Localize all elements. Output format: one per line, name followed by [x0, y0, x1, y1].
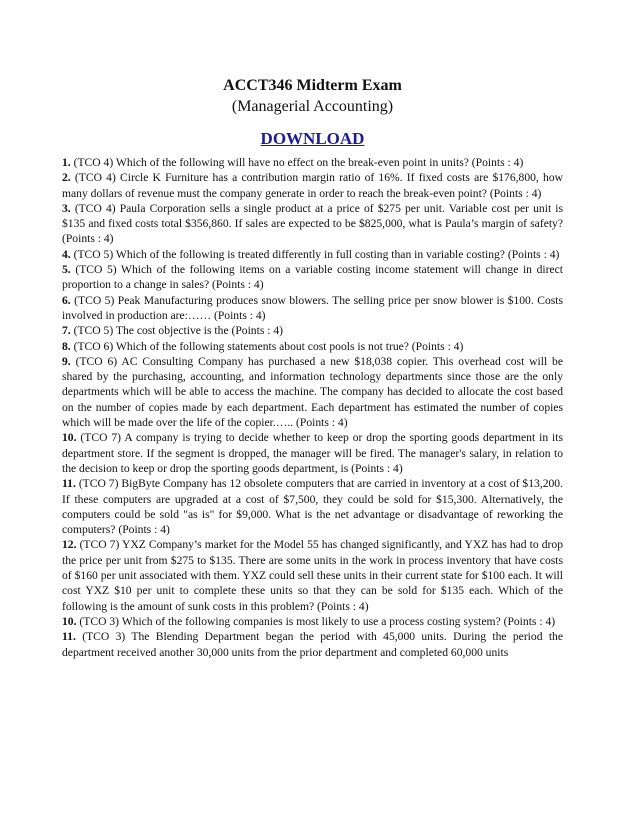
question-item — [62, 323, 563, 338]
question-number: 10. — [62, 431, 77, 445]
question-text: (TCO 5) The cost objective is the (Points : 4) — [73, 324, 284, 338]
question-number: 4. — [62, 247, 71, 261]
question-number: 9. — [62, 354, 71, 368]
question-number: 2. — [62, 171, 71, 185]
question-text: (TCO 6) AC Consulting Company has purchased a new $18,038 copier. This overhead cost will be shared by the purchasing, accounting, and information technology departments since those are the only departments which will be able to access the machine. The company has decided to allocate the cost based on the number of copies made by each department. Each department has estimated the number of copies which will be made over the life of the copier.….. (Points : 4) — [62, 354, 563, 430]
question-list — [62, 155, 563, 660]
question-item — [62, 155, 563, 170]
question-item — [62, 262, 563, 293]
question-text: (TCO 5) Which of the following is treated differently in full costing than in variable costing? (Points : 4) — [73, 247, 560, 261]
question-text: (TCO 7) YXZ Company’s market for the Model 55 has changed significantly, and YXZ has had to drop the price per unit from $275 to $135. There are some units in the work in process inventory that have costs of $160 per unit associated with them. YXZ could sell these units in their current state for $100 each. It will cost YXZ $10 per unit to complete these units so that they can be sold for $135 each. Which of the following is the amount of sunk costs in this problem? (Points : 4) — [62, 538, 563, 613]
question-item — [62, 537, 563, 613]
question-item — [62, 339, 563, 354]
question-number: 11. — [62, 630, 76, 644]
question-number: 7. — [62, 324, 71, 338]
question-text: (TCO 4) Which of the following will have no effect on the break-even point in units? (Points : 4) — [73, 156, 524, 169]
question-number: 3. — [62, 201, 71, 215]
download-link[interactable]: DOWNLOAD — [260, 129, 365, 148]
document-page — [62, 76, 563, 660]
question-item — [62, 354, 563, 430]
question-text: (TCO 3) The Blending Department began the period with 45,000 units. During the period the department received another 30,000 units from the prior department and completed 60,000 units — [62, 630, 564, 659]
question-item — [62, 247, 563, 262]
question-text: (TCO 5) Peak Manufacturing produces snow blowers. The selling price per snow blower is $100. Costs involved in production are:…… (Points : 4) — [62, 293, 563, 322]
question-number: 11. — [62, 477, 76, 491]
question-number: 10. — [62, 614, 77, 628]
document-title: ACCT346 Midterm Exam — [223, 77, 402, 94]
question-number: 5. — [62, 263, 71, 277]
question-number: 6. — [62, 293, 71, 307]
question-item — [62, 201, 563, 247]
question-item — [62, 614, 563, 629]
question-text: (TCO 7) A company is trying to decide whether to keep or drop the sporting goods department in its department store. If the segment is dropped, the manager will be fired. The manager's salary, in relation to the decision to keep or drop the sporting goods department, is (Points : 4) — [62, 431, 563, 475]
question-item — [62, 629, 563, 660]
question-item — [62, 293, 563, 324]
question-item — [62, 430, 563, 476]
question-text: (TCO 7) BigByte Company has 12 obsolete computers that are carried in inventory at a cost of $13,200. If these computers are upgraded at a cost of $7,500, they could be sold for $15,300. Alternatively, the computers could be sold "as is" for $9,000. What is the net advantage or disadvantage of reworking the computers? (Points : 4) — [62, 477, 563, 537]
document-subtitle: (Managerial Accounting) — [231, 98, 394, 115]
question-item — [62, 170, 563, 201]
question-number: 12. — [62, 538, 77, 552]
question-item — [62, 476, 563, 537]
question-text: (TCO 4) Paula Corporation sells a single product at a price of $275 per unit. Variable cost per unit is $135 and fixed costs total $356,860. If sales are expected to be $825,000, what is Paula’s margin of safety? (Points : 4) — [62, 201, 563, 246]
question-text: (TCO 6) Which of the following statements about cost pools is not true? (Points : 4) — [73, 339, 464, 353]
question-number: 8. — [62, 339, 71, 353]
question-text: (TCO 3) Which of the following companies is most likely to use a process costing system? (Points : 4) — [79, 614, 556, 628]
question-text: (TCO 4) Circle K Furniture has a contribution margin ratio of 16%. If fixed costs are $176,800, how many dollars of revenue must the company generate in order to reach the break-even point? (Points : 4) — [62, 171, 563, 200]
question-text: (TCO 5) Which of the following items on a variable costing income statement will change in direct proportion to a change in sales? (Points : 4) — [62, 263, 563, 292]
question-number: 1. — [62, 156, 71, 169]
